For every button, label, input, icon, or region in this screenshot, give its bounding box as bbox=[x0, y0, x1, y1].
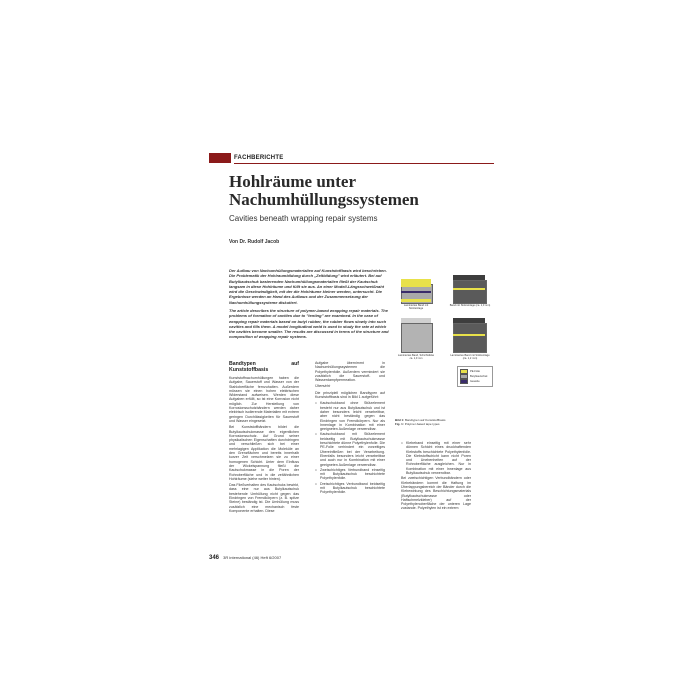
list-item: □ Dreischichtiges Verbundband beidseitig mit Butylkautschuk beschichtete Polyethylenfolie. bbox=[320, 482, 385, 495]
article-title bbox=[229, 173, 469, 209]
section-label: FACHBERICHTE bbox=[234, 153, 494, 164]
text-column-3 bbox=[401, 441, 471, 513]
tape-type-list bbox=[315, 401, 385, 494]
page-number: 346 bbox=[209, 555, 220, 561]
title-line-1: Hohlräume unter bbox=[229, 172, 357, 191]
page-footer bbox=[209, 555, 281, 561]
cube-laminated-with-support bbox=[401, 279, 431, 305]
paragraph: Kunststoffnachumhüllungen haben die Aufgabe, Sauerstoff und Wasser von der Stahloberfläche fernzuhalten. Außerdem müssen sie einen hohen elektrischen Widerstand aufweisen. Werden diese Aufgaben erfüllt, so ist eine Korrosion nicht möglich. Zur Herstellung von Korrosionsschutzbändern werden daher elektrisch isolierende Materialien mit extrem geringen Durchlässigkeiten für Sauerstoff und Wasser eingesetzt. bbox=[229, 376, 299, 423]
legend-item-butyl: Butylkautschuk bbox=[460, 374, 490, 379]
paragraph: Das Fließverhalten des Kautschuks bewirkt, dass eine nur aus Butylkautschuk bestehende Umhüllung nicht gegen das Eindringen von Fremdkörpern (z. B. spitze Steine) beständig ist. Die Umhüllung muss zusätzlich eine mechanisch feste Komponente erhalten. Diese bbox=[229, 483, 299, 513]
paragraph: Bei zweischichtigen Verbundbändern oder Klebebändern kommt die Haftung im Überlappungsbereich der Bänder durch die Klebewirkung des Beschichtungsmaterials (Butylkautschukmasse oder Haftschmelzkleber) auf der Polyethylenoberfläche der unteren Lage zustande. Polyethylen ist ein extrem bbox=[401, 476, 471, 511]
journal-page bbox=[205, 143, 495, 573]
figure-caption-4: Laminiertes Band mit Stützeinlage (ca. 1,2 mm) bbox=[450, 354, 490, 360]
tape-type-list-continued bbox=[401, 441, 471, 475]
list-item: □ Klebeband einseitig mit einer sehr dünnen Schicht eines druckhaftenden Klebstoffs beschichtete Polyethylenfolie. Die Klebstoffschicht kann nicht Poren und Unebenheiten auf der Rohroberfläche ausgleichen. Nur in Kombination mit einer Innenlage aus Butylkautschuk verwendbar. bbox=[406, 441, 471, 475]
cube-band-with-support bbox=[453, 275, 485, 305]
text-column-1 bbox=[229, 361, 299, 515]
legend-swatch-fabric bbox=[460, 379, 468, 384]
paragraph: Bei Kunststoffbändern bildet die Butylkautschukmasse den eigentlichen Korrosionsschutz. Auf Grund seiner physikalischen Eigenschaften durchdringen und verschließen sich bei einer mehrlagigen Applikation die Moleküle an den Grenzflächen und bereits innerhalb kurzer Zeit verschmelzen sie zu einer homogenen Schicht. Unter dem Einfluss der Wickelspannung fließt die Kautschukmasse in die Poren der Rohroberfläche und in die zeltähnlichen Hohlräume (siehe weiter hinten). bbox=[229, 425, 299, 481]
paragraph: Die prinzipiell möglichen Bandtypen auf Kunststoffbasis sind in Bild 1 aufgeführt: bbox=[315, 390, 385, 400]
section-heading: Bandtypen auf Kunststoffbasis bbox=[229, 361, 299, 373]
list-item: □ Zweischichtiges Verbundband einseitig mit Butylkautschuk beschichtete Polyethylenfolie. bbox=[320, 468, 385, 481]
journal-reference: 3R international (46) Heft 6/2007 bbox=[223, 555, 282, 560]
paragraph: Aufgabe übernimmt in Nachumhüllungssystemen die Polyethylenfolie. Außerdem vermindert sie zusätzlich die Sauerstoff- und Wasserdampfpermeation. bbox=[315, 361, 385, 383]
cube-laminated-band bbox=[401, 318, 431, 352]
subheading: Übersicht bbox=[315, 384, 331, 389]
figure-caption-1: Laminiertes Band mit Stützeinlage bbox=[403, 304, 429, 310]
figure-legend bbox=[457, 366, 493, 387]
title-line-2: Nachumhüllungssystemen bbox=[229, 190, 419, 209]
article-subtitle: Cavities beneath wrapping repair systems bbox=[229, 214, 378, 223]
list-item: □ Kautschukband ohne Stützelement besteht nur aus Butylkautschuk und ist daher besonders leicht verarbeitbar, aber nicht beständig gegen das Eindringen von Fremdkörpern. Nur als Innenlage in Kombination mit einer geeigneten Außenlage verwendbar. bbox=[320, 401, 385, 431]
figure-tape-types bbox=[395, 274, 493, 416]
abstract-german: Der Aufbau von Nachumhüllungsmaterialien auf Kunststoffbasis wird beschrieben. Die Problematik der Hohlraumbildung durch „Zeltbildung" wird erläutert. Bei auf Butylkautschuk basierenden Nachumhüllungsmaterialien fließt der Kautschuk langsam in diese Hohlräume und füllt sie aus. An einer Modell-Längsschweißnaht wird die Geschwindigkeit, mit der die Hohlräume kleiner werden, untersucht. Die Ergebnisse werden an Hand des Aufbaus und der Zusammensetzung der Nachumhüllungssysteme diskutiert. bbox=[229, 268, 387, 305]
text-column-2 bbox=[315, 361, 385, 496]
figure-caption-2: Band mit Stützeinlage (ca. 1,0 mm) bbox=[449, 304, 491, 307]
figure-caption: Bild 1: Bandtypen auf Kunststoffbasis Fig. 1: Polymer-based tape types bbox=[395, 418, 446, 426]
author-line: Von Dr. Rudolf Jacob bbox=[229, 239, 280, 245]
section-color-bar bbox=[209, 153, 231, 163]
abstract-english: The article describes the structure of polymer-based wrapping repair materials. The problems of formation of cavities due to "tenting" are examined. In the case of wrapping repair materials based on butyl rubber, the rubber flows slowly into such cavities and fills them. A model longitudinal weld is used to study the rate at which the cavities become smaller. The results are discussed in terms of the structure and composition of wrapping repair systems. bbox=[229, 308, 389, 340]
cube-laminated-band-with-support bbox=[453, 318, 485, 352]
list-item: □ Kautschukband mit Stützelement beidseitig mit Butylkautschukmasse beschichtete dünne Polyethylenfolie. Die PE-Folie verhindert ein vorzeitiges Übereinfließen bei der Verarbeitung. Ebenfalls besonders leicht verarbeitbar und auch nur in Kombination mit einer geeigneten Außenlage verwendbar. bbox=[320, 432, 385, 466]
figure-caption-3: Laminiertes Band, Schichtdicke ca. 1,0 mm bbox=[397, 354, 435, 360]
legend-item-fabric: Gewebe bbox=[460, 379, 490, 384]
legend-item-pe: PE-Folie bbox=[460, 369, 490, 374]
